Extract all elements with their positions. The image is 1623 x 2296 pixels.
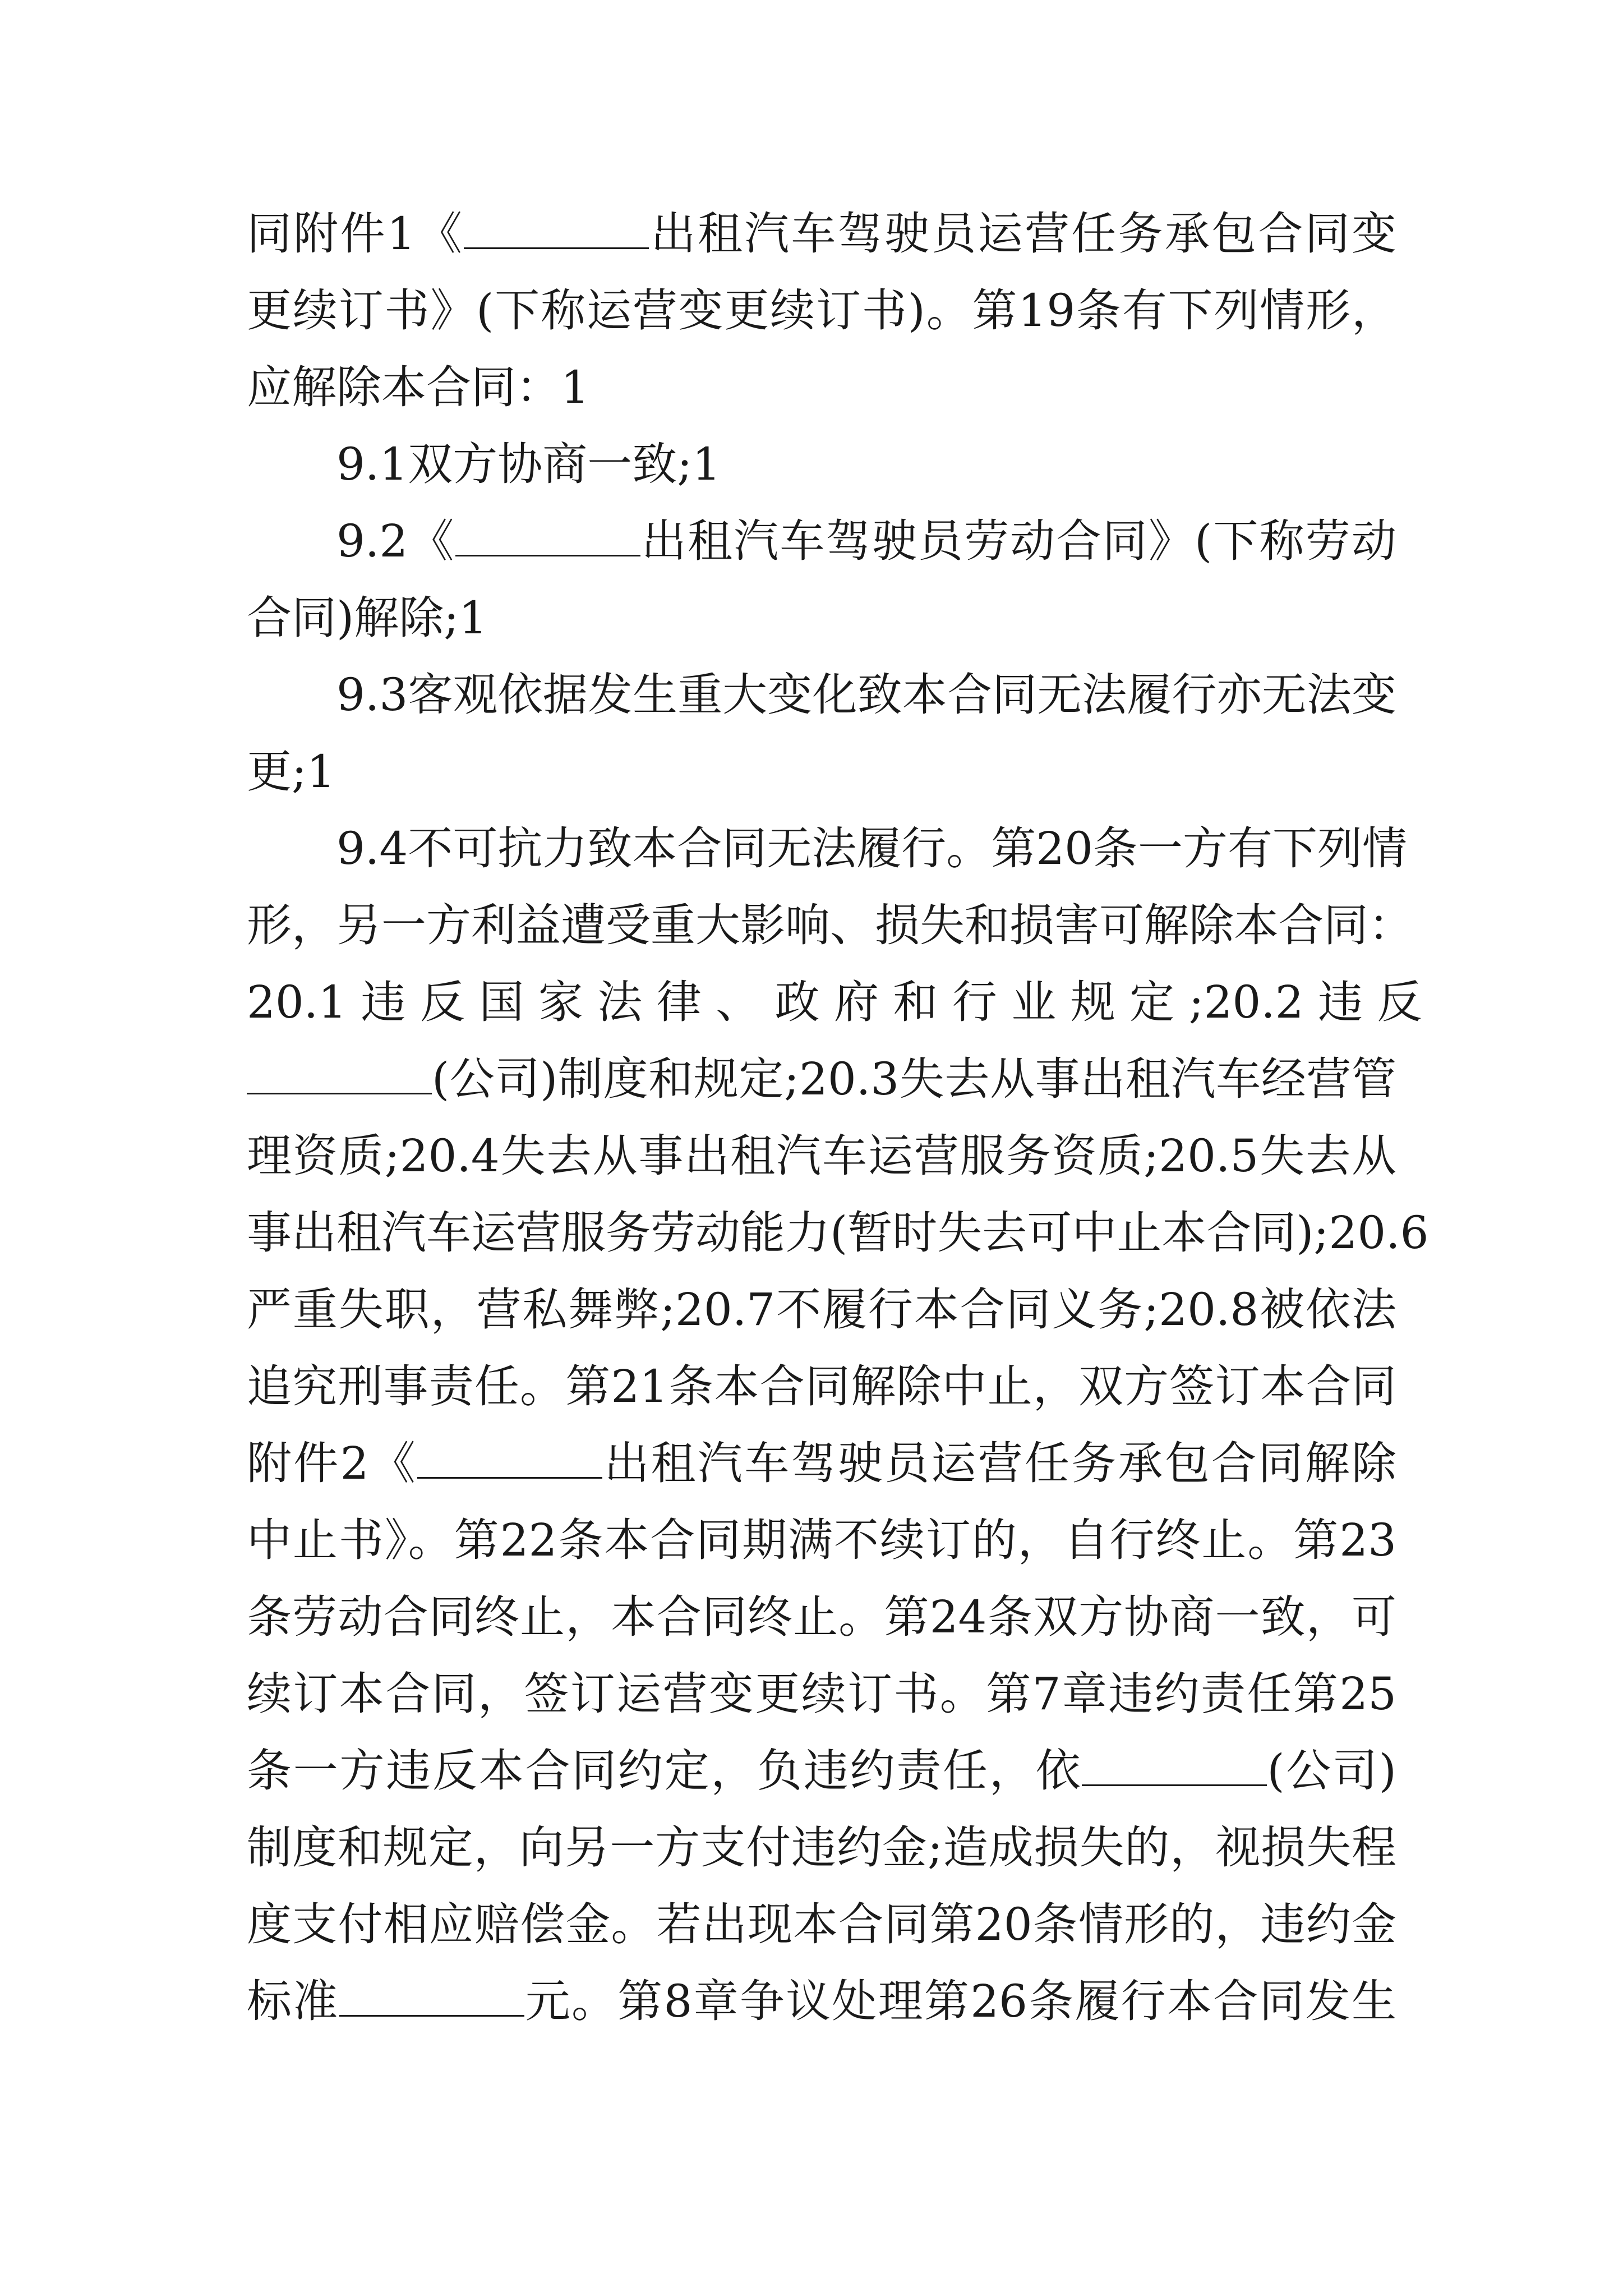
text-line: 理资质;20.4失去从事出租汽车运营服务资质;20.5失去从 — [247, 1130, 1396, 1182]
text-line: 续订本合同，签订运营变更续订书。第7章违约责任第25 — [247, 1668, 1396, 1720]
text-line: 条劳动合同终止，本合同终止。第24条双方协商一致，可 — [247, 1591, 1396, 1643]
clause-9-2: 9.2《 出租汽车驾驶员劳动合同》(下称劳动 — [336, 515, 1396, 567]
fill-blank — [455, 518, 640, 556]
clause-9-4: 9.4不可抗力致本合同无法履行。第20条一方有下列情 — [336, 822, 1408, 875]
text-line: 严重失职，营私舞弊;20.7不履行本合同义务;20.8被依法 — [247, 1283, 1396, 1336]
text-line: 更;1 — [247, 746, 335, 798]
text-line: 制度和规定，向另一方支付违约金;造成损失的，视损失程 — [247, 1821, 1396, 1874]
fill-blank — [417, 1440, 602, 1479]
clause-9-3: 9.3客观依据发生重大变化致本合同无法履行亦无法变 — [336, 669, 1396, 721]
text-line: 中止书》。第22条本合同期满不续订的，自行终止。第23 — [247, 1514, 1396, 1566]
text-line: (公司)制度和规定;20.3失去从事出租汽车经营管 — [247, 1041, 1396, 1117]
text-line: 形，另一方利益遭受重大影响、损失和损害可解除本合同： — [247, 899, 1413, 951]
text-line: 度支付相应赔偿金。若出现本合同第20条情形的，违约金 — [247, 1898, 1396, 1950]
contract-text — [247, 195, 1429, 2040]
text-line: 条一方违反本合同约定，负违约责任，依 (公司) — [247, 1745, 1397, 1797]
text-line: 应解除本合同：1 — [247, 361, 589, 413]
fill-blank — [339, 1978, 524, 2017]
fill-blank — [1082, 1747, 1267, 1786]
text-line: 事出租汽车运营服务劳动能力(暂时失去可中止本合同);20.6 — [247, 1207, 1429, 1259]
text-line: 标准 元。第8章争议处理第26条履行本合同发生 — [247, 1975, 1397, 2027]
text-line: 附件2《 出租汽车驾驶员运营任务承包合同解除 — [247, 1437, 1396, 1489]
clause-9-1: 9.1双方协商一致;1 — [336, 438, 721, 490]
fill-blank — [464, 210, 649, 249]
text-line: 合同)解除;1 — [247, 592, 488, 644]
fill-blank — [247, 1056, 432, 1094]
text-line: 20.1 违 反 国 家 法 律 、 政 府 和 行 业 规 定 ;20.2 违 反 — [247, 976, 1422, 1028]
text-line: 同附件1《 出租汽车驾驶员运营任务承包合同变 — [247, 208, 1397, 260]
text-line: 更续订书》(下称运营变更续订书)。第19条有下列情形， — [247, 284, 1396, 337]
text-line: 追究刑事责任。第21条本合同解除中止，双方签订本合同 — [247, 1360, 1396, 1412]
